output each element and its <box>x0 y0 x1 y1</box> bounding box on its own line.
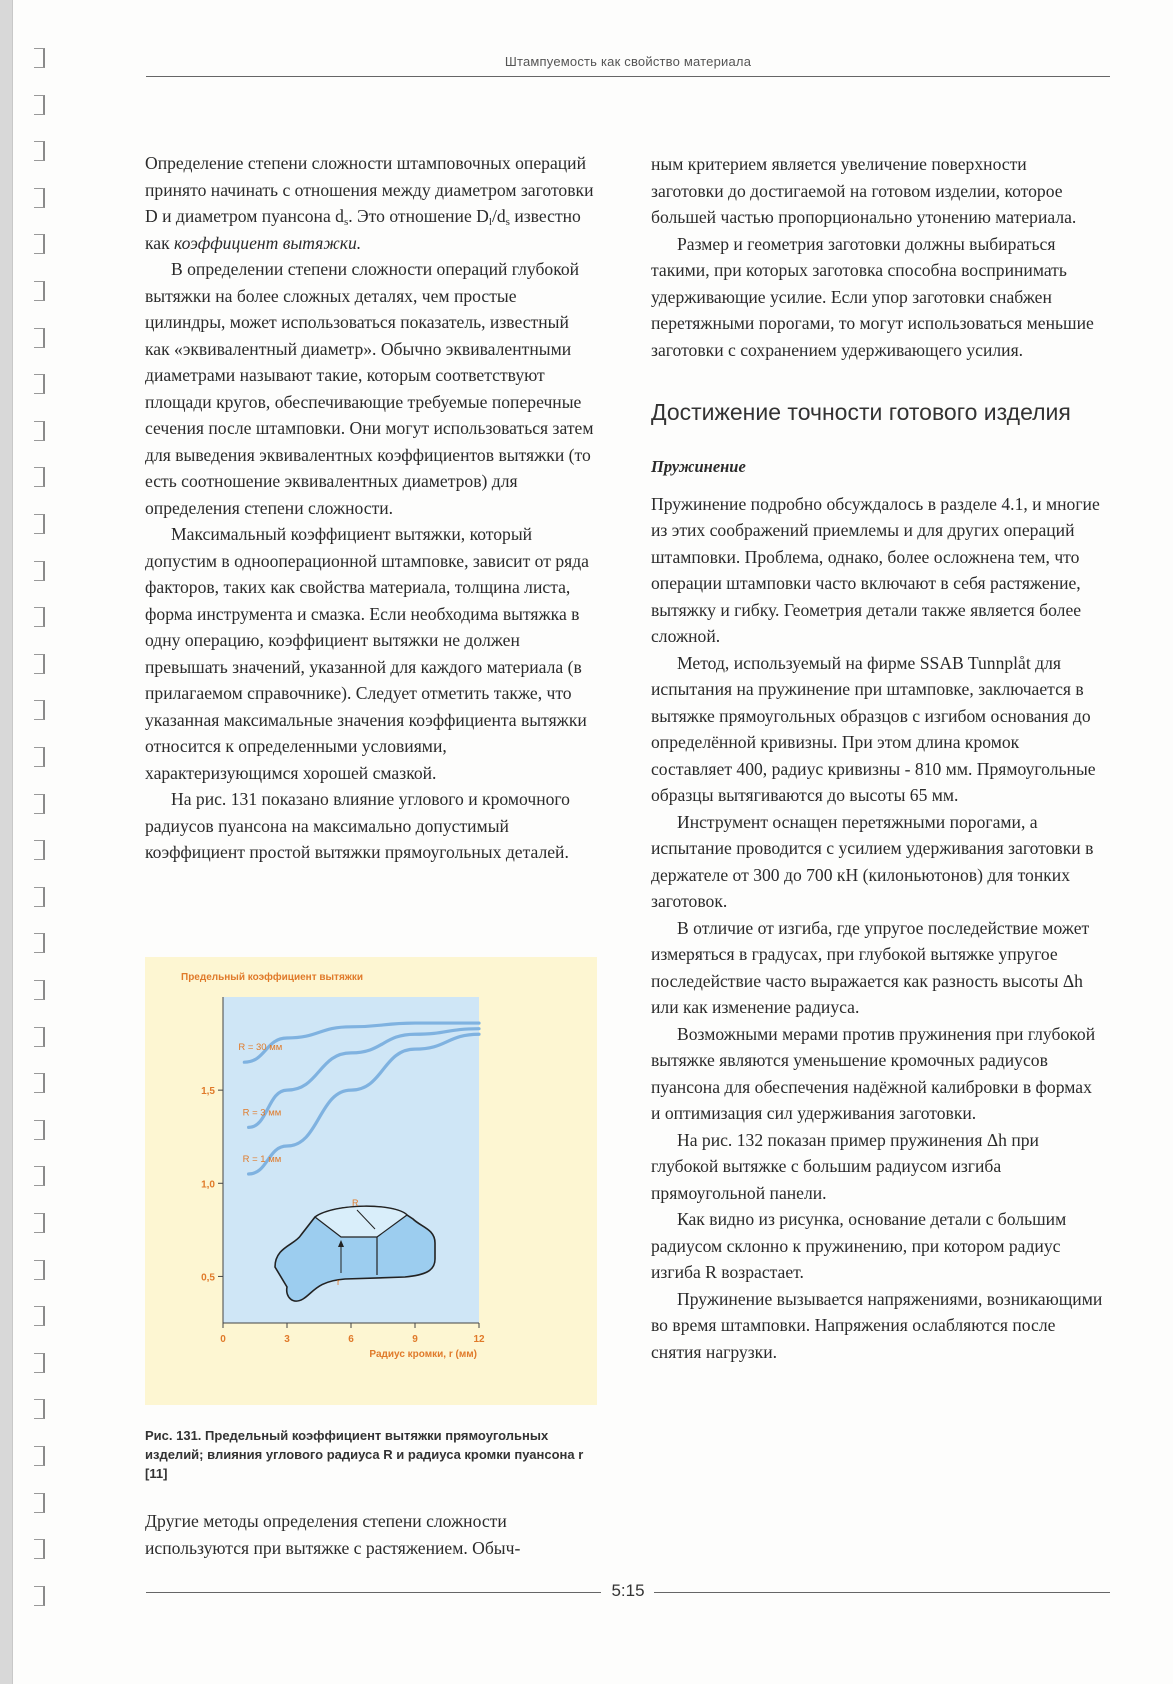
paragraph-other-methods: Другие методы определения степени сложности используются при вытяжке с растяжением. Обыч- <box>145 1511 521 1558</box>
binding-ring <box>34 141 45 161</box>
subsection-heading: Пружинение <box>651 457 746 476</box>
y-axis-title: Предельный коэффициент вытяжки <box>181 972 364 983</box>
y-tick-label: 0,5 <box>201 1272 215 1284</box>
paragraph-fig-reference: На рис. 131 показано влияние углового и кромочного радиусов пуансона на максимально допустимый коэффициент простой вытяжки прямоугольных деталей. <box>145 789 570 862</box>
paragraph-countermeasures: Возможными мерами против пружинения при глубокой вытяжке являются уменьшение кромочных радиусов пуансона для обеспечения надёжной калибровки в формах и оптимизация сил удерживания заготовки. <box>651 1023 1096 1123</box>
x-tick-label: 0 <box>220 1334 226 1345</box>
binding-ring <box>34 1539 45 1559</box>
series-label: R = 30 мм <box>238 1042 283 1054</box>
paragraph-max-ratio: Максимальный коэффициент вытяжки, который допустим в однооперационной штамповке, зависит от ряда факторов, таких как свойства материала, толщина листа, форма инструмента и смазка. Если необходима вытяжка в одну операцию, коэффициент вытяжки не должен превышать значений, указанной для каждого материала (в прилагаемом справочнике). Следует отметить также, что указанная максимальные значения коэффициента вытяжки относится к определенными условиями, характеризующимся хорошей смазкой. <box>145 524 589 783</box>
footer-rule-right <box>654 1592 1110 1593</box>
y-tick-label: 1,0 <box>201 1179 215 1191</box>
binding-ring <box>34 1493 45 1513</box>
paragraph-fig132: На рис. 132 показан пример пружинения Δh при глубокой вытяжке с большим радиусом изгиба прямоугольной панели. <box>651 1129 1039 1203</box>
x-tick-label: 12 <box>473 1334 485 1345</box>
left-column <box>145 150 597 866</box>
figure-caption: Рис. 131. Предельный коэффициент вытяжки прямоугольных изделий; влияния углового радиуса R и радиуса кромки пуансона r [11] <box>145 1428 584 1481</box>
inset-label-R: R <box>352 1198 359 1208</box>
series-label: R = 3 мм <box>242 1107 282 1119</box>
binding-ring <box>34 328 45 348</box>
binding-ring <box>34 374 45 394</box>
binding-ring <box>34 514 45 534</box>
binding-ring <box>34 794 45 814</box>
binding-ring <box>34 747 45 767</box>
x-tick-label: 9 <box>412 1334 418 1345</box>
binding-ring <box>34 48 45 68</box>
paragraph-blank-size: Размер и геометрия заготовки должны выбираться такими, при которых заготовка способна воспринимать удерживающие усилие. Если упор заготовки снабжен перетяжными порогами, то могут использоваться меньшие заготовки с сохранением удерживающего усилия. <box>651 233 1094 360</box>
header-rule <box>146 76 1110 77</box>
binding-ring <box>34 980 45 1000</box>
binding-ring <box>34 561 45 581</box>
inset-label-r: r <box>337 1277 340 1287</box>
right-column <box>651 151 1103 1365</box>
binding-ring <box>34 887 45 907</box>
paragraph-radius-increase: Как видно из рисунка, основание детали с большим радиусом склонно к пружинению, при котором радиус изгиба R возрастает. <box>651 1209 1067 1282</box>
running-head: Штампуемость как свойство материала <box>504 54 752 69</box>
page-number: 5:15 <box>611 1581 645 1600</box>
x-axis-title: Радиус кромки, r (мм) <box>369 1349 477 1360</box>
paragraph-ssab-method: Метод, используемый на фирме SSAB Tunnplåt для испытания на пружинение при штамповке, заключается в вытяжке прямоугольных образцов с изгибом основания до определённой кривизны. При этом длина кромок составляет 400, радиус кривизны - 810 мм. Прямоугольные образцы вытягиваются до высоты 65 мм. <box>651 652 1096 805</box>
x-tick-label: 6 <box>348 1334 354 1345</box>
term-draw-ratio: коэффициент вытяжки. <box>174 232 362 253</box>
paragraph-equivalent-diameter: В определении степени сложности операций глубокой вытяжки на более сложных деталях, чем простые цилиндры, может использоваться показатель, известный как «эквивалентный диаметр». Обычно эквивалентными диаметрами называют такие, которым соответствуют площади кругов, обеспечивающие требуемые поперечные сечения после штамповки. Они могут использоваться затем для выведения эквивалентных коэффициентов вытяжки (то есть соотношение эквивалентных диаметров) для определения степени сложности. <box>145 259 594 518</box>
binding-ring <box>34 1446 45 1466</box>
binding-ring <box>34 1213 45 1233</box>
binding-ring <box>34 607 45 627</box>
binding-ring <box>34 467 45 487</box>
binding-ring <box>34 933 45 953</box>
paragraph-measurement: В отличие от изгиба, где упругое последействие может измеряться в градусах, при глубокой вытяжке упругое последействие часто выражается как разность высоты Δh или как изменение радиуса. <box>651 917 1090 1017</box>
binding-ring <box>34 654 45 674</box>
section-heading: Достижение точности готового изделия <box>651 399 1071 425</box>
binding-ring <box>34 281 45 301</box>
binding-ring <box>34 1166 45 1186</box>
paragraph-springback-intro: Пружинение подробно обсуждалось в разделе 4.1, и многие из этих соображений приемлемы и для других операций штамповки. Проблема, однако, более осложнена тем, что операции штамповки часто включают в себя растяжение, вытяжку и гибку. Геометрия детали также является более сложной. <box>651 493 1100 646</box>
binding-ring <box>34 1120 45 1140</box>
y-tick-label: 1,5 <box>201 1086 215 1098</box>
binding-ring <box>34 1306 45 1326</box>
binding-ring <box>34 95 45 115</box>
left-column-bottom <box>145 1508 597 1561</box>
binding-ring <box>34 1353 45 1373</box>
binding-ring <box>34 1399 45 1419</box>
binding-ring <box>34 1073 45 1093</box>
x-tick-label: 3 <box>284 1334 290 1345</box>
paragraph-tool: Инструмент оснащен перетяжными порогами, а испытание проводится с усилием удерживания заготовки в держателе от 300 до 700 кН (килоньютонов) для тонких заготовок. <box>651 811 1094 911</box>
binding-ring <box>34 840 45 860</box>
binding-ring <box>34 421 45 441</box>
binding-ring <box>34 188 45 208</box>
binding-ring <box>34 234 45 254</box>
binding-ring <box>34 700 45 720</box>
binding-ring <box>34 1586 45 1606</box>
binding-ring <box>34 1260 45 1280</box>
binding-strip <box>0 0 13 1684</box>
figure-131 <box>145 957 597 1405</box>
footer-rule-left <box>146 1592 601 1593</box>
paragraph-draw-ratio: Определение степени сложности штамповочных операций принято начинать с отношения между диаметром заготовки D и диаметром пуансона $d_s$. Это отношение $D_l/d_s$ известно как коэффициент вытяжки. <box>145 153 594 253</box>
binding-ring <box>34 1027 45 1047</box>
series-label: R = 1 мм <box>242 1153 282 1165</box>
paragraph-continued: ным критерием является увеличение поверхности заготовки до достигаемой на готовом изделии, которое большей частью пропорционально утонению материала. <box>651 154 1077 227</box>
draw-ratio-chart <box>145 957 597 1405</box>
paragraph-stresses: Пружинение вызывается напряжениями, возникающими во время штамповки. Напряжения ослабляются после снятия нагрузки. <box>651 1288 1103 1362</box>
